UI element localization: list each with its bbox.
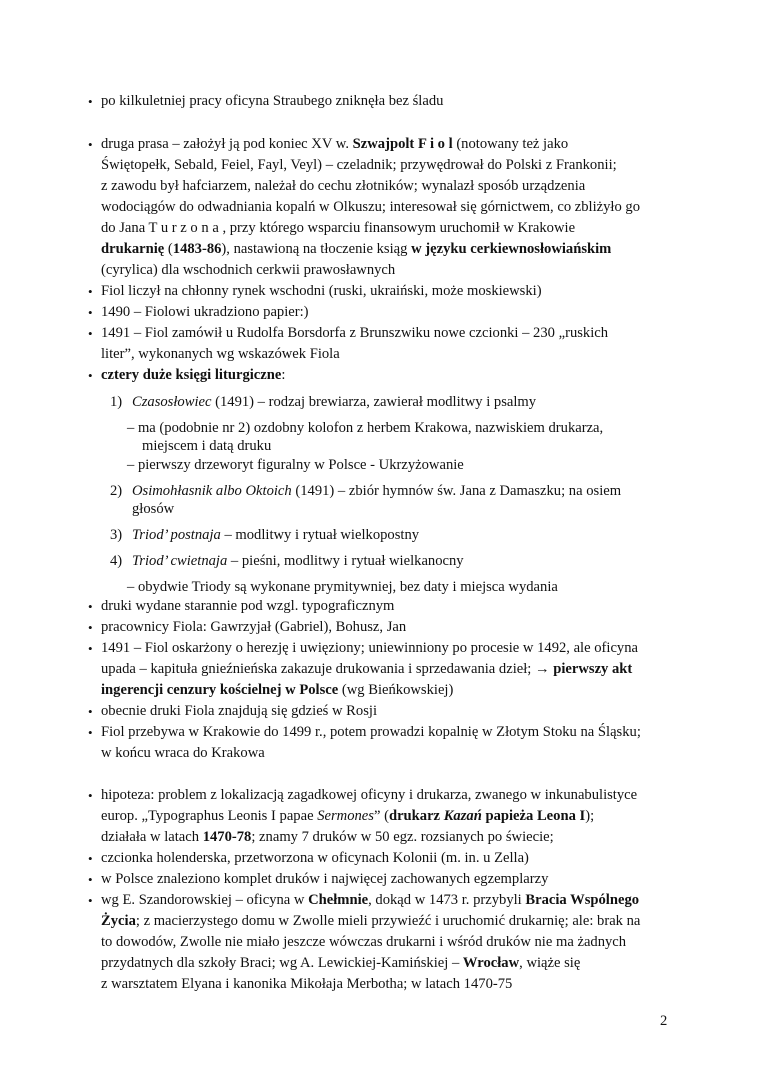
bullet-text: po kilkuletniej pracy oficyna Straubego zniknęła bez śladu [101,93,444,109]
page-number: 2 [660,1013,668,1029]
bullet-text: hipoteza: problem z lokalizacją zagadkowej oficyny i drukarza, zwanego w inkunabulistyce [101,787,638,803]
list-number: 1) [110,394,123,410]
bullet-text: 1491 – Fiol zamówił u Rudolfa Borsdorfa z Brunszwiku nowe czcionki – 230 „ruskich [101,325,609,341]
bullet-text: pracownicy Fiola: Gawrzyjał (Gabriel), Bohusz, Jan [101,619,407,635]
list-number: 2) [110,483,123,499]
list-item-cont: głosów [132,501,175,517]
dash-item-cont: miejscem i datą druku [142,438,272,454]
bullet-marker: • [88,704,93,719]
bullet-marker: • [88,788,93,803]
bullet-text-cont: przydatnych dla szkoły Braci; wg A. Lewickiej-Kamińskiej – Wrocław, wiąże się [101,955,581,971]
bullet-marker: • [88,305,93,320]
bullet-marker: • [88,326,93,341]
bullet-text-cont: działała w latach 1470-78; znamy 7 druków w 50 egz. rozsianych po świecie; [101,829,554,845]
bullet-text: czcionka holenderska, przetworzona w oficynach Kolonii (m. in. u Zella) [101,850,529,866]
bullet-text-cont: z zawodu był hafciarzem, należał do cechu złotników; wynalazł sposób urządzenia [101,178,586,194]
bullet-marker: • [88,872,93,887]
bullet-marker: • [88,599,93,614]
bullet-text: w Polsce znaleziono komplet druków i najwięcej zachowanych egzemplarzy [101,871,549,887]
bullet-text: Fiol liczył na chłonny rynek wschodni (ruski, ukraiński, może moskiewski) [101,283,542,299]
bullet-text-cont: upada – kapituła gnieźnieńska zakazuje drukowania i sprzedawania dzieł; → pierwszy akt [101,661,633,677]
bullet-marker: • [88,893,93,908]
dash-item: – obydwie Triody są wykonane prymitywniej, bez daty i miejsca wydania [127,579,558,595]
dash-item: – ma (podobnie nr 2) ozdobny kolofon z herbem Krakowa, nazwiskiem drukarza, [127,420,604,436]
bullet-text-cont: wodociągów do odwadniania kopalń w Olkuszu; interesował się górnictwem, co zbliżyło go [101,199,641,215]
bullet-text-cont: liter”, wykonanych wg wskazówek Fiola [101,346,340,362]
list-item: Czasosłowiec (1491) – rodzaj brewiarza, zawierał modlitwy i psalmy [132,394,537,410]
bullet-text-cont: (cyrylica) dla wschodnich cerkwii prawosławnych [101,262,396,278]
bullet-marker: • [88,94,93,109]
bullet-text-cont: Świętopełk, Sebald, Feiel, Fayl, Veyl) – czeladnik; przywędrował do Polski z Frankonii; [101,157,617,173]
bullet-text-cont: ingerencji cenzury kościelnej w Polsce (wg Bieńkowskiej) [101,682,454,698]
bullet-text: obecnie druki Fiola znajdują się gdzieś w Rosji [101,703,378,719]
list-item: Triod’ cwietnaja – pieśni, modlitwy i rytuał wielkanocny [132,553,464,569]
bullet-text-cont: w końcu wraca do Krakowa [101,745,265,761]
list-number: 3) [110,527,123,543]
bullet-marker: • [88,620,93,635]
dash-item: – pierwszy drzeworyt figuralny w Polsce - Ukrzyżowanie [127,457,464,473]
bullet-text: 1491 – Fiol oskarżony o herezję i uwięziony; uniewinniony po procesie w 1492, ale oficyna [101,640,638,656]
bullet-marker: • [88,284,93,299]
bullet-text: druga prasa – założył ją pod koniec XV w. Szwajpolt F i o l (notowany też jako [101,136,569,152]
bullet-text-cont: do Jana T u r z o n a , przy którego wsparciu finansowym uruchomił w Krakowie [101,220,576,236]
list-item: Triod’ postnaja – modlitwy i rytuał wielkopostny [132,527,420,543]
bullet-text: 1490 – Fiolowi ukradziono papier:) [101,304,309,320]
bullet-marker: • [88,641,93,656]
bullet-text: cztery duże księgi liturgiczne: [101,367,286,383]
list-number: 4) [110,553,123,569]
bullet-marker: • [88,725,93,740]
bullet-marker: • [88,851,93,866]
bullet-text-cont: to dowodów, Zwolle nie miało jeszcze wówczas drukarni i wśród druków nie ma żadnych [101,934,627,950]
list-item: Osimohłasnik albo Oktoich (1491) – zbiór hymnów św. Jana z Damaszku; na osiem [132,483,622,499]
bullet-marker: • [88,368,93,383]
bullet-text-cont: Życia; z macierzystego domu w Zwolle mieli przywieźć i uruchomić drukarnię; ale: brak na [101,913,641,929]
bullet-marker: • [88,137,93,152]
bullet-text-cont: drukarnię (1483-86), nastawioną na tłoczenie ksiąg w języku cerkiewnosłowiańskim [101,241,612,257]
bullet-text-cont: europ. „Typographus Leonis I papae Sermones” (drukarz Kazań papieża Leona I); [101,808,595,824]
bullet-text: wg E. Szandorowskiej – oficyna w Chełmnie, dokąd w 1473 r. przybyli Bracia Wspólnego [101,892,640,908]
bullet-text: Fiol przebywa w Krakowie do 1499 r., potem prowadzi kopalnię w Złotym Stoku na Śląsku; [101,724,641,740]
bullet-text-cont: z warsztatem Elyana i kanonika Mikołaja Merbotha; w latach 1470-75 [101,976,513,992]
bullet-text: druki wydane starannie pod wzgl. typograficznym [101,598,395,614]
